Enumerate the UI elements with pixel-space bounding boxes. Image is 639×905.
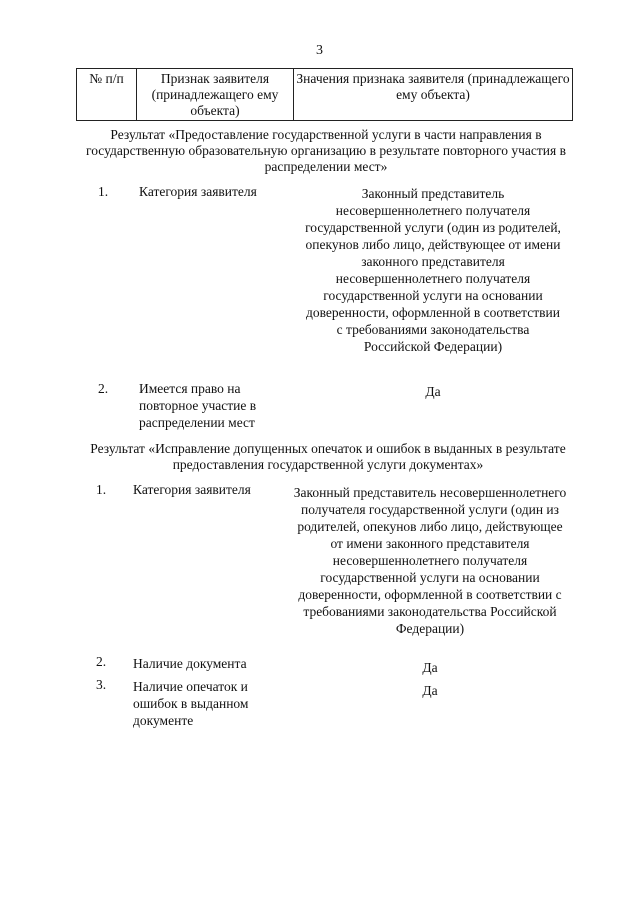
s1-row1-attribute: Категория заявителя <box>139 184 257 199</box>
section-2-title: Результат «Исправление допущенных опечаток и ошибок в выданных в результате предоставления государственной услуги документах» <box>90 441 566 472</box>
section-1-title: Результат «Предоставление государственной услуги в части направления в государственную образовательную организацию в результате повторного участия в распределении мест» <box>86 127 566 174</box>
s1-row2-number: 2. <box>98 381 109 396</box>
s2-row1-value: Законный представитель несовершеннолетнего получателя государственной услуги (один из родителей, опекунов либо лицо, действующее от имени законного представителя несовершеннолетнего получателя государственной услуги на основании доверенности, оформленной в соответствии с требованиями законодательства Российской Федерации) <box>293 485 567 636</box>
header-table <box>76 68 573 121</box>
s2-row2-number: 2. <box>96 654 107 669</box>
header-col-number: № п/п <box>77 69 137 121</box>
s2-row2-value: Да <box>422 660 438 675</box>
s2-row2-attribute: Наличие документа <box>133 656 247 671</box>
header-col-attribute: Признак заявителя (принадлежащего ему объекта) <box>137 69 294 121</box>
s2-row1-number: 1. <box>96 482 107 497</box>
s2-row3-number: 3. <box>96 677 107 692</box>
s2-row3-value: Да <box>422 683 438 698</box>
s2-row1-attribute: Категория заявителя <box>133 482 251 497</box>
header-row <box>77 69 573 121</box>
s2-row3-attribute: Наличие опечаток и ошибок в выданном документе <box>133 679 249 728</box>
page-number: 3 <box>316 43 323 58</box>
s1-row1-value: Законный представитель несовершеннолетнего получателя государственной услуги (один из родителей, опекунов либо лицо, действующее от имени законного представителя несовершеннолетнего получателя государственной услуги на основании доверенности, оформленной в соответствии с требованиями законодательства Российской Федерации) <box>305 186 561 354</box>
header-col-value: Значения признака заявителя (принадлежащего ему объекта) <box>294 69 573 121</box>
s1-row2-attribute: Имеется право на повторное участие в распределении мест <box>139 381 257 430</box>
s1-row1-number: 1. <box>98 184 109 199</box>
s1-row2-value: Да <box>425 384 441 399</box>
